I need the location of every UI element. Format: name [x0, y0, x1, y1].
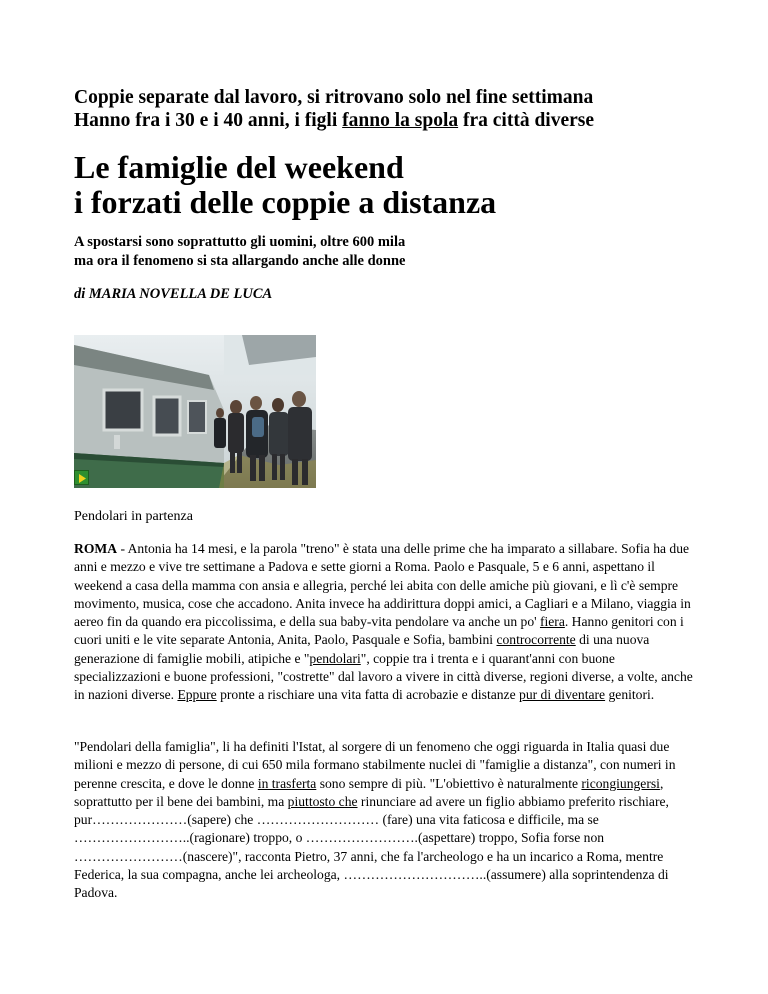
title-line-2: i forzati delle coppie a distanza — [74, 184, 497, 220]
paragraph-text: . Hanno genitori con i cuori uniti e le vite separate Antonia, Anita, Paolo, Pasquale e Sofia, bambini — [74, 614, 684, 648]
paragraph-text: - Antonia ha 14 mesi, e la parola "treno" è stata una delle prime che ha imparato a sillabare. Sofia ha due anni e mezzo e vive tre settimane a Padova e sette giorni a Roma. Paolo e Pasquale, 5 e 6 anni, aspettano il weekend a casa della mamma con ansia e allegria, perché lei abita con delle amiche più giovani, e lì c'è sempre movimento, musica, cose che accadono. Anita invece ha addirittura doppi amici, a Cagliari e a Milano, viaggia in aereo fin da quando era piccolissima, e della sua baby-vita pendolare va anche un po' — [74, 541, 691, 630]
article-byline: di MARIA NOVELLA DE LUCA — [74, 286, 273, 302]
vocab-link-eppure[interactable]: Eppure — [177, 687, 217, 703]
article-title — [74, 150, 714, 220]
paragraph-text: pronte a rischiare una vita fatta di acrobazie e distanze — [216, 687, 520, 703]
title-line-1: Le famiglie del weekend — [74, 149, 404, 185]
article-photo[interactable] — [74, 335, 316, 488]
vocab-link-ricongiungersi[interactable]: ricongiungersi — [581, 775, 660, 791]
paragraph-text: genitori. — [605, 687, 655, 703]
vocab-link-controcorrente[interactable]: controcorrente — [496, 632, 576, 648]
paragraph-text: sono sempre di più. "L'obiettivo è naturalmente — [316, 775, 582, 791]
subtitle-line-2: ma ora il fenomeno si sta allargando anche alle donne — [74, 253, 406, 269]
paragraph-text: rinunciare ad avere un figlio abbiamo preferito rischiare, pur…………………(sapere) che ……………………… (fare) una vita faticosa e difficile, ma se ……………………..(ragionare) troppo, o …………………….(aspettare) troppo, Sofia forse non ……………………(nascere)", racconta Pietro, 37 anni, che fa l'archeologo e ha un incarico a Roma, mentre Federica, la sua compagna, anche lei archeologa, …………………………..(assumere) alla soprintendenza di Padova. — [74, 793, 669, 901]
kicker-line-2b: fra città diverse — [458, 110, 595, 131]
subtitle-line-1: A spostarsi sono soprattutto gli uomini, oltre 600 mila — [74, 234, 406, 250]
paragraph-text: di una nuova generazione di famiglie mobili, atipiche e " — [74, 632, 650, 666]
vocab-link-fiera[interactable]: fiera — [539, 614, 565, 630]
dateline: ROMA — [74, 541, 118, 556]
photo-caption: Pendolari in partenza — [74, 509, 193, 524]
article-paragraph-2 — [74, 738, 700, 903]
paragraph-text: , soprattutto per il bene dei bambini, ma — [74, 775, 664, 809]
vocab-link-piuttosto-che[interactable]: piuttosto che — [287, 793, 358, 809]
kicker-line-2a: Hanno fra i 30 e i 40 anni, i figli — [74, 110, 343, 131]
kicker-line-1: Coppie separate dal lavoro, si ritrovano solo nel fine settimana — [74, 87, 594, 108]
vocab-link-in-trasferta[interactable]: in trasferta — [257, 775, 317, 791]
kicker-underlined: fanno la spola — [342, 110, 459, 131]
article-paragraph-1 — [74, 540, 700, 705]
paragraph-text: ", coppie tra i trenta e i quarant'anni con buone specializzazioni e buone professioni, "costrette" dal lavoro a vivere in città diverse, regioni diverse, a volte, anche in nazioni diverse. — [74, 650, 693, 703]
arrow-icon[interactable] — [74, 470, 89, 485]
vocab-link-pur-di-diventare[interactable]: pur di diventare — [519, 687, 606, 703]
paragraph-text: "Pendolari della famiglia", li ha definiti l'Istat, al sorgere di un fenomeno che oggi riguarda in Italia quasi due milioni e mezzo di persone, di cui 650 mila formano stabilmente nuclei di "famiglie a distanza", con numeri in perenne crescita, e dove le donne — [74, 739, 676, 791]
article-subtitle — [74, 233, 714, 271]
vocab-link-pendolari[interactable]: pendolari — [309, 650, 361, 666]
train-platform-image — [74, 335, 316, 488]
article-kicker — [74, 86, 714, 132]
